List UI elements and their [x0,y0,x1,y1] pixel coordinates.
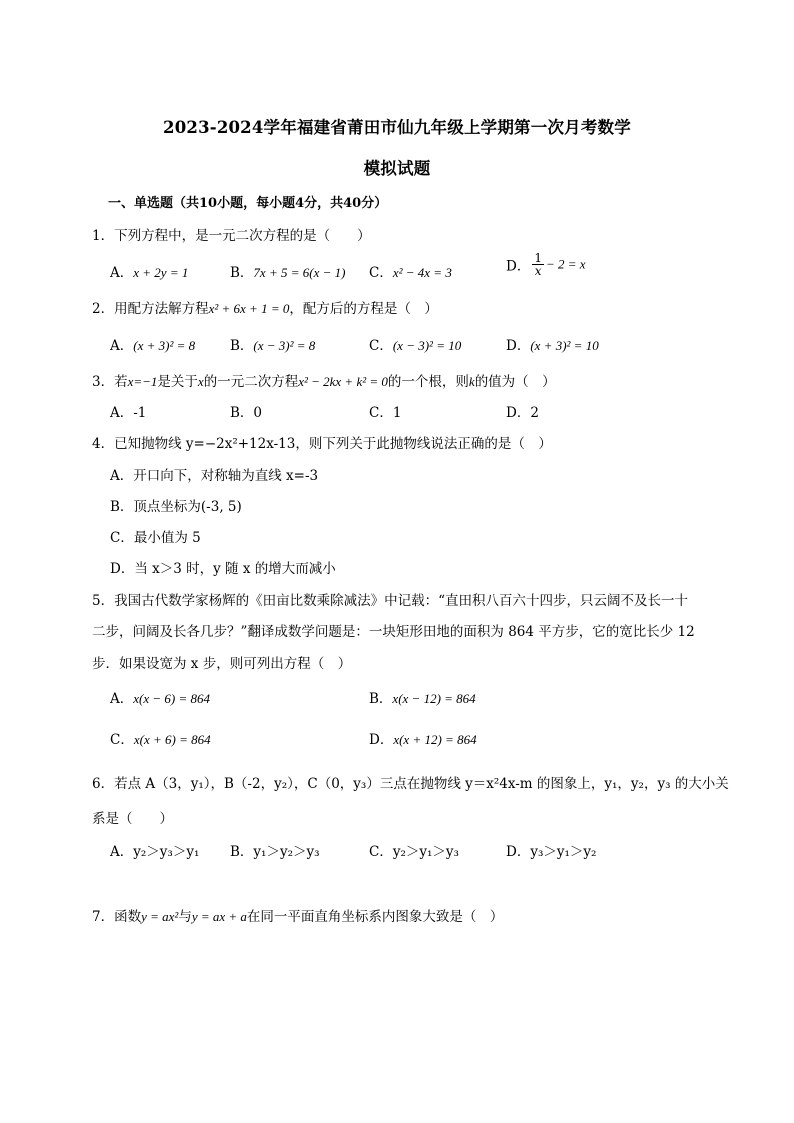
question-5-option-a: A．x(x − 6) = 864 [110,691,210,707]
question-5-option-b: B．x(x − 12) = 864 [369,691,476,707]
question-6-stem-line1: 6．若点 A（3，y₁），B（-2，y₂），C（0，y₃）三点在抛物线 y＝x²4x-m 的图象上，y₁，y₂，y₃ 的大小关 [92,776,729,792]
question-4-option-c: C．最小值为 5 [110,530,201,546]
question-6-option-a: A．y₂＞y₃＞y₁ [110,844,200,860]
question-3-option-a: A．-1 [110,405,147,421]
document-title-line2: 模拟试题 [363,159,431,178]
question-3-option-b: B．0 [230,405,263,421]
question-5-stem-line3: 步．如果设宽为 x 步，则可列出方程（ ） [92,656,352,672]
question-4-option-b: B．顶点坐标为(-3, 5) [110,499,242,515]
question-1-option-d: D． $\frac{1}{x}$ − 2 = x [506,251,586,278]
question-2-option-a: A．(x + 3)² = 8 [110,338,196,354]
question-2-option-c: C．(x − 3)² = 10 [369,338,462,354]
question-4-option-a: A．开口向下，对称轴为直线 x=-3 [110,468,319,484]
question-1-option-a: A．x + 2y = 1 [110,265,189,281]
question-6-option-c: C．y₂＞y₁＞y₃ [369,844,459,860]
question-1-stem: 1．下列方程中，是一元二次方程的是（ ） [92,228,371,244]
question-5-stem-line2: 二步，问阔及长各几步？”翻译成数学问题是：一块矩形田地的面积为 864 平方步，它的宽比长少 12 [92,624,695,640]
question-1-option-b: B．7x + 5 = 6(x − 1) [230,265,346,281]
question-5-option-d: D．x(x + 12) = 864 [369,732,477,748]
question-4-stem: 4．已知抛物线 y=−2x²+12x-13，则下列关于此抛物线说法正确的是（ ） [92,436,552,452]
question-6-option-d: D．y₃＞y₁＞y₂ [506,844,597,860]
question-5-stem-line1: 5．我国古代数学家杨辉的《田亩比数乘除减法》中记载：“直田积八百六十四步，只云阔不及长一十 [92,593,688,609]
question-2-option-d: D．(x + 3)² = 10 [506,338,599,354]
question-6-stem-line2: 系是（ ） [92,811,173,827]
question-4-option-d: D．当 x＞3 时，y 随 x 的增大而减小 [110,561,336,577]
question-2-stem: 2．用配方法解方程x² + 6x + 1 = 0，配方后的方程是（ ） [92,301,438,317]
question-3-stem: 3．若x=−1是关于x的一元二次方程x² − 2kx + k² = 0的一个根，则k的值为（ ） [92,374,556,390]
question-3-option-d: D．2 [506,405,539,421]
question-2-option-b: B．(x − 3)² = 8 [230,338,316,354]
question-6-option-b: B．y₁＞y₂＞y₃ [230,844,320,860]
question-7-stem: 7．函数y = ax²与y = ax + a在同一平面直角坐标系内图象大致是（ ） [92,909,504,925]
question-5-option-c: C．x(x + 6) = 864 [110,732,211,748]
section-heading-single-choice: 一、单选题（共10小题，每小题4分，共40分） [108,196,388,211]
question-1-option-c: C．x² − 4x = 3 [369,265,452,281]
document-title-line1: 2023-2024学年福建省莆田市仙九年级上学期第一次月考数学 [163,118,631,137]
question-3-option-c: C．1 [369,405,402,421]
